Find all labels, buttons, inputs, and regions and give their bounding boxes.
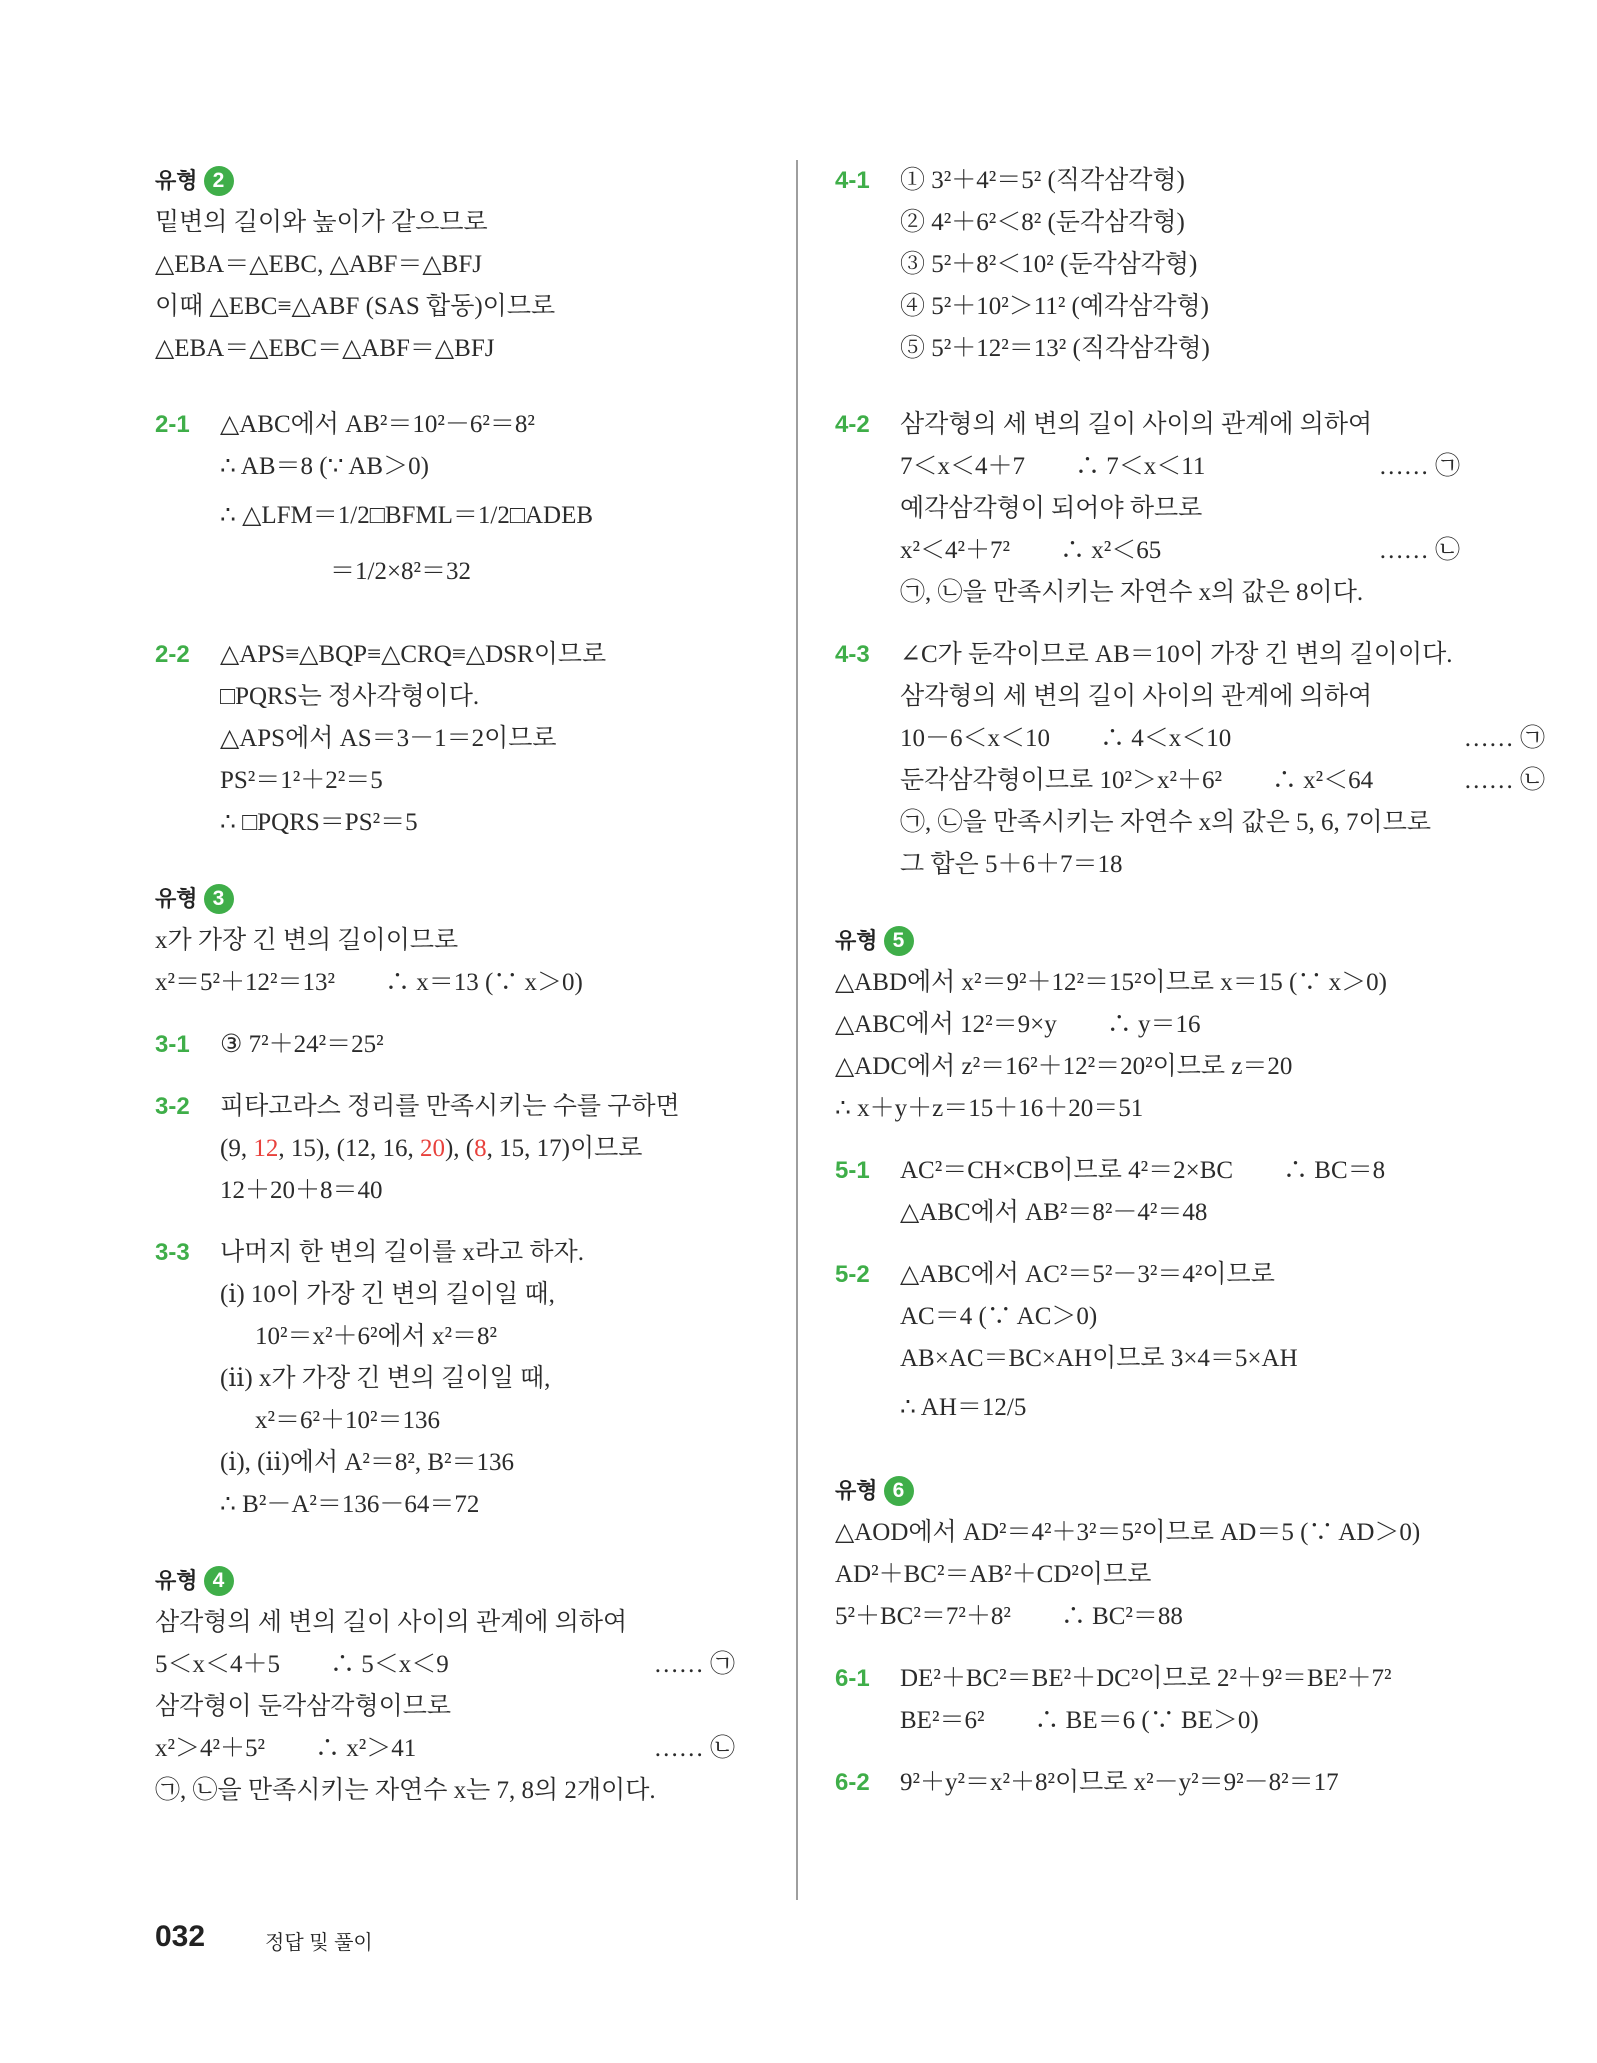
type-label: 유형 xyxy=(155,886,198,911)
text-line: 이때 △EBC≡△ABF (SAS 합동)이므로 xyxy=(155,293,556,320)
right-column xyxy=(835,160,1555,1804)
text-line: x가 가장 긴 변의 길이이므로 xyxy=(155,927,459,954)
text: AC²＝CH×CB이므로 4²＝2×BC ∴ BC＝8 xyxy=(900,1157,1386,1184)
problem-number: 5-2 xyxy=(835,1261,870,1288)
type-label: 유형 xyxy=(155,1568,198,1593)
problem-3-3-line xyxy=(155,1232,795,1274)
text: ∠C가 둔각이므로 AB＝10이 가장 긴 변의 길이이다. xyxy=(900,641,1453,668)
type-6-heading xyxy=(835,1470,1555,1512)
inequality-line xyxy=(155,1728,795,1770)
problem-number: 3-2 xyxy=(155,1093,190,1120)
text-line: 삼각형이 둔각삼각형이므로 xyxy=(155,1693,452,1720)
problem-number: 5-1 xyxy=(835,1157,870,1184)
text-line: AB×AC＝BC×AH이므로 3×4＝5×AH xyxy=(900,1345,1298,1372)
text-line: (ⅱ) x가 가장 긴 변의 길이일 때, xyxy=(220,1365,551,1392)
text-line: ② 4²＋6²＜8² (둔각삼각형) xyxy=(900,209,1185,236)
text-line: BE²＝6² ∴ BE＝6 (∵ BE＞0) xyxy=(900,1707,1259,1734)
text-line: 그 합은 5＋6＋7＝18 xyxy=(900,851,1123,878)
inequality-line xyxy=(835,446,1555,488)
text-line: ∴ B²－A²＝136－64＝72 xyxy=(220,1491,480,1518)
type-label: 유형 xyxy=(835,1478,878,1503)
type-label: 유형 xyxy=(835,928,878,953)
text: ③ 7²＋24²＝25² xyxy=(220,1031,384,1058)
problem-number: 2-1 xyxy=(155,411,190,438)
problem-number: 4-1 xyxy=(835,167,870,194)
inequality-line xyxy=(835,760,1555,802)
page-number: 032 xyxy=(155,1920,206,1953)
text-line: 5²＋BC²＝7²＋8² ∴ BC²＝88 xyxy=(835,1603,1183,1630)
text-line: ∴ x＋y＋z＝15＋16＋20＝51 xyxy=(835,1095,1144,1122)
text-line: △EBA＝△EBC, △ABF＝△BFJ xyxy=(155,251,482,278)
problem-2-2-line xyxy=(155,634,795,676)
type-2-heading xyxy=(155,160,795,202)
text-line: 10²＝x²＋6²에서 x²＝8² xyxy=(255,1323,498,1350)
text-line: △AOD에서 AD²＝4²＋3²＝5²이므로 AD＝5 (∵ AD＞0) xyxy=(835,1519,1421,1546)
text-line: ⑤ 5²＋12²＝13² (직각삼각형) xyxy=(900,335,1210,362)
problem-5-2-line xyxy=(835,1254,1555,1296)
text: △ABC에서 AC²＝5²－3²＝4²이므로 xyxy=(900,1261,1275,1288)
text-line: ④ 5²＋10²＞11² (예각삼각형) xyxy=(900,293,1209,320)
text: 삼각형의 세 변의 길이 사이의 관계에 의하여 xyxy=(900,411,1373,438)
text-line: ∴ AH＝12/5 xyxy=(900,1394,1027,1421)
text-line: PS²＝1²＋2²＝5 xyxy=(220,767,383,794)
inequality-line xyxy=(155,1644,795,1686)
text: 7＜x＜4＋7 ∴ 7＜x＜11 xyxy=(900,453,1206,480)
text-line: □PQRS는 정사각형이다. xyxy=(220,683,480,710)
text: △APS≡△BQP≡△CRQ≡△DSR이므로 xyxy=(220,641,607,668)
text-line: ㉠, ㉡을 만족시키는 자연수 x의 값은 5, 6, 7이므로 xyxy=(900,809,1432,836)
text-line: x²＝6²＋10²＝136 xyxy=(255,1407,440,1434)
highlight-number: 20 xyxy=(419,1135,445,1162)
text-line: △ADC에서 z²＝16²＋12²＝20²이므로 z＝20 xyxy=(835,1053,1293,1080)
problem-2-1-line xyxy=(155,404,795,446)
triples-line xyxy=(155,1128,795,1170)
highlight-number: 8 xyxy=(474,1135,487,1162)
text: △ABC에서 AB²＝10²－6²＝8² xyxy=(220,411,535,438)
problem-number: 4-2 xyxy=(835,411,870,438)
text: (9, xyxy=(220,1135,254,1162)
text-line: ③ 5²＋8²＜10² (둔각삼각형) xyxy=(900,251,1198,278)
problem-number: 6-1 xyxy=(835,1665,870,1692)
text-line: ㉠, ㉡을 만족시키는 자연수 x의 값은 8이다. xyxy=(900,579,1364,606)
problem-4-2-line xyxy=(835,404,1555,446)
text-line: △ABD에서 x²＝9²＋12²＝15²이므로 x＝15 (∵ x＞0) xyxy=(835,969,1387,996)
text-line: AC＝4 (∵ AC＞0) xyxy=(900,1303,1098,1330)
text: 9²＋y²＝x²＋8²이므로 x²－y²＝9²－8²＝17 xyxy=(900,1769,1339,1796)
column-divider xyxy=(796,160,798,1900)
text-line: 삼각형의 세 변의 길이 사이의 관계에 의하여 xyxy=(900,683,1373,710)
text: ① 3²＋4²＝5² (직각삼각형) xyxy=(900,167,1185,194)
type-3-heading xyxy=(155,878,795,920)
type-5-heading xyxy=(835,920,1555,962)
text-line: ∴ AB＝8 (∵ AB＞0) xyxy=(220,453,429,480)
marker: …… ㉡ xyxy=(653,1735,735,1762)
marker: …… ㉠ xyxy=(653,1651,735,1678)
text: 나머지 한 변의 길이를 x라고 하자. xyxy=(220,1239,584,1266)
text-line: ㉠, ㉡을 만족시키는 자연수 x는 7, 8의 2개이다. xyxy=(155,1777,656,1804)
text-line: 12＋20＋8＝40 xyxy=(220,1177,383,1204)
text: 5＜x＜4＋5 ∴ 5＜x＜9 xyxy=(155,1651,449,1678)
inequality-line xyxy=(835,530,1555,572)
highlight-number: 12 xyxy=(253,1135,279,1162)
text-line: ∴ △LFM＝1/2□BFML＝1/2□ADEB xyxy=(220,502,594,529)
problem-6-2-line xyxy=(835,1762,1555,1804)
marker: …… ㉠ xyxy=(1463,725,1545,752)
type-label: 유형 xyxy=(155,168,198,193)
text-line: △ABC에서 AB²＝8²－4²＝48 xyxy=(900,1199,1208,1226)
text-line: ∴ □PQRS＝PS²＝5 xyxy=(220,809,418,836)
problem-number: 3-1 xyxy=(155,1031,190,1058)
text-line: 삼각형의 세 변의 길이 사이의 관계에 의하여 xyxy=(155,1609,628,1636)
type-number-badge: 2 xyxy=(204,166,234,196)
problem-5-1-line xyxy=(835,1150,1555,1192)
problem-number: 6-2 xyxy=(835,1769,870,1796)
inequality-line xyxy=(835,718,1555,760)
text-line: △APS에서 AS＝3－1＝2이므로 xyxy=(220,725,557,752)
marker: …… ㉡ xyxy=(1378,537,1460,564)
text: 피타고라스 정리를 만족시키는 수를 구하면 xyxy=(220,1093,680,1120)
problem-number: 4-3 xyxy=(835,641,870,668)
text: DE²＋BC²＝BE²＋DC²이므로 2²＋9²＝BE²＋7² xyxy=(900,1665,1392,1692)
type-4-heading xyxy=(155,1560,795,1602)
problem-3-2-line xyxy=(155,1086,795,1128)
left-column xyxy=(155,160,795,1812)
text: x²＞4²＋5² ∴ x²＞41 xyxy=(155,1735,417,1762)
type-number-badge: 5 xyxy=(884,926,914,956)
text: ), ( xyxy=(444,1135,475,1162)
problem-4-3-line xyxy=(835,634,1555,676)
text: 둔각삼각형이므로 10²＞x²＋6² ∴ x²＜64 xyxy=(900,767,1374,794)
type-number-badge: 4 xyxy=(204,1566,234,1596)
footer-label: 정답 및 풀이 xyxy=(265,1932,373,1954)
text-line: 예각삼각형이 되어야 하므로 xyxy=(900,495,1203,522)
problem-number: 3-3 xyxy=(155,1239,190,1266)
text-line: ＝1/2×8²＝32 xyxy=(330,558,472,585)
marker: …… ㉡ xyxy=(1463,767,1545,794)
problem-4-1-line xyxy=(835,160,1555,202)
text-line: (ⅰ), (ⅱ)에서 A²＝8², B²＝136 xyxy=(220,1449,515,1476)
problem-6-1-line xyxy=(835,1658,1555,1700)
marker: …… ㉠ xyxy=(1378,453,1460,480)
text-line: x²＝5²＋12²＝13² ∴ x＝13 (∵ x＞0) xyxy=(155,969,583,996)
text: , 15, 17)이므로 xyxy=(486,1135,643,1162)
text-line: △EBA＝△EBC＝△ABF＝△BFJ xyxy=(155,335,495,362)
text-line: AD²＋BC²＝AB²＋CD²이므로 xyxy=(835,1561,1152,1588)
problem-3-1-line xyxy=(155,1024,795,1066)
text: 10－6＜x＜10 ∴ 4＜x＜10 xyxy=(900,725,1232,752)
type-number-badge: 3 xyxy=(204,884,234,914)
text-line: (ⅰ) 10이 가장 긴 변의 길이일 때, xyxy=(220,1281,555,1308)
text-line: △ABC에서 12²＝9×y ∴ y＝16 xyxy=(835,1011,1201,1038)
text: x²＜4²＋7² ∴ x²＜65 xyxy=(900,537,1162,564)
problem-number: 2-2 xyxy=(155,641,190,668)
type-number-badge: 6 xyxy=(884,1476,914,1506)
text: , 15), (12, 16, xyxy=(278,1135,420,1162)
text-line: 밑변의 길이와 높이가 같으므로 xyxy=(155,209,488,236)
